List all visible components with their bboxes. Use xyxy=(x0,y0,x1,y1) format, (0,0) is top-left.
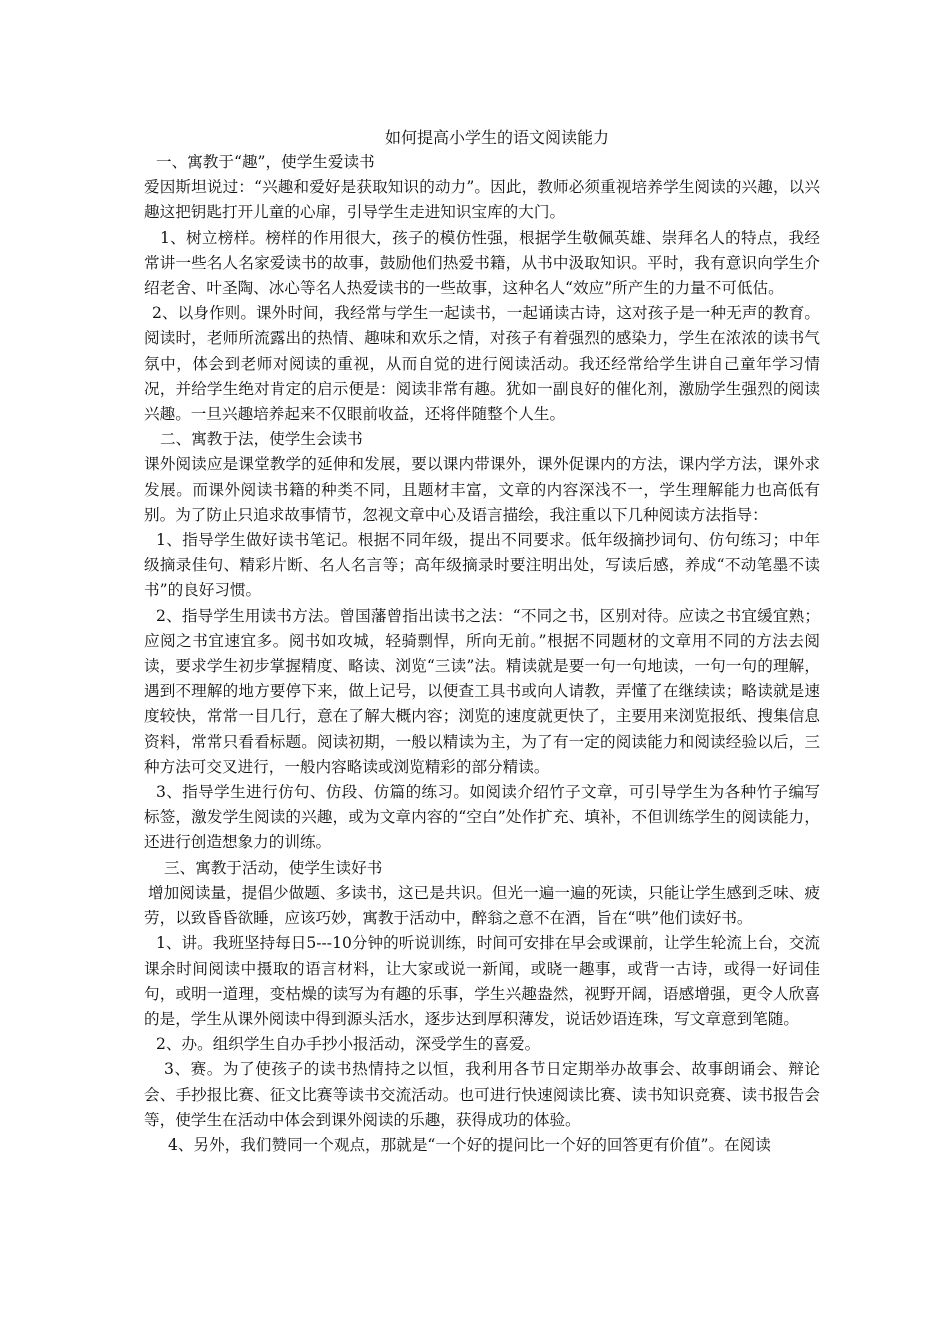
paragraph: 4、另外，我们赞同一个观点，那就是“一个好的提问比一个好的回答更有价值”。在阅读 xyxy=(168,1135,771,1154)
paragraph: 2、办。组织学生自办手抄小报活动，深受学生的喜爱。 xyxy=(156,1035,541,1054)
document-page xyxy=(144,126,820,1158)
paragraph: 1、树立榜样。榜样的作用很大，孩子的模仿性强，根据学生敬佩英雄、崇拜名人的特点，我经常讲一些名人名家爱读书的故事，鼓励他们热爱书籍，从书中汲取知识。平时，我有意识向学生介绍老舍、叶圣陶、冰心等名人热爱读书的一些故事，这种名人“效应”所产生的力量不可低估。 xyxy=(144,228,820,298)
paragraph: 3、指导学生进行仿句、仿段、仿篇的练习。如阅读介绍竹子文章，可引导学生为各种竹子编写标签，激发学生阅读的兴趣，或为文章内容的“空白”处作扩充、填补，不但训练学生的阅读能力，还进行创造想象力的训练。 xyxy=(144,783,820,852)
paragraph: 增加阅读量，提倡少做题、多读书，这已是共识。但光一遍一遍的死读，只能让学生感到乏味、疲劳，以致昏昏欲睡，应该巧妙，寓教于活动中，醉翁之意不在酒，旨在“哄”他们读好书。 xyxy=(144,883,820,928)
paragraph: 2、以身作则。课外时间，我经常与学生一起读书，一起诵读古诗，这对孩子是一种无声的教育。阅读时，老师所流露出的热情、趣味和欢乐之情，对孩子有着强烈的感染力，学生在浓浓的读书气氛中，体会到老师对阅读的重视，从而自觉的进行阅读活动。我还经常给学生讲自己童年学习情况，并给学生绝对肯定的启示便是：阅读非常有趣。犹如一副良好的催化剂，激励学生强烈的阅读兴趣。一旦兴趣培养起来不仅眼前收益，还将伴随整个人生。 xyxy=(144,304,820,424)
section-heading-1: 一、寓教于“趣”，使学生爱读书 xyxy=(156,153,375,171)
paragraph: 爱因斯坦说过：“兴趣和爱好是获取知识的动力”。因此，教师必须重视培养学生阅读的兴趣，以兴趣这把钥匙打开儿童的心扉，引导学生走进知识宝库的大门。 xyxy=(144,178,820,222)
section-heading-3: 三、寓教于活动，使学生读好书 xyxy=(164,858,383,877)
paragraph: 课外阅读应是课堂教学的延伸和发展，要以课内带课外，课外促课内的方法，课内学方法，课外求发展。而课外阅读书籍的种类不同，且题材丰富，文章的内容深浅不一，学生理解能力也高低有别。为了防止只追求故事情节，忽视文章中心及语言描绘，我注重以下几种阅读方法指导： xyxy=(144,455,820,524)
paragraph: 3、赛。为了使孩子的读书热情持之以恒，我利用各节日定期举办故事会、故事朗诵会、辩论会、手抄报比赛、征文比赛等读书交流活动。也可进行快速阅读比赛、读书知识竞赛、读书报告会等，使学生在活动中体会到课外阅读的乐趣，获得成功的体验。 xyxy=(144,1060,820,1129)
paragraph: 1、讲。我班坚持每日5---10分钟的听说训练，时间可安排在早会或课前，让学生轮流上台，交流课余时间阅读中摄取的语言材料，让大家或说一新闻，或晓一趣事，或背一古诗，或得一好词佳句，或明一道理，变枯燥的读写为有趣的乐事，学生兴趣盎然，视野开阔，语感增强，更令人欣喜的是，学生从课外阅读中得到源头活水，逐步达到厚积薄发，说话妙语连珠，写文章意到笔随。 xyxy=(144,934,820,1028)
paragraph: 2、指导学生用读书方法。曾国藩曾指出读书之法：“不同之书，区别对待。应读之书宜缓宜熟；应阅之书宜速宜多。阅书如攻城，轻骑剽悍，所向无前。”根据不同题材的文章用不同的方法去阅读，要求学生初步掌握精度、略读、浏览“三读”法。精读就是要一句一句地读，一句一句的理解，遇到不理解的地方要停下来，做上记号，以便查工具书或向人请教，弄懂了在继续读；略读就是速度较快，常常一目几行，意在了解大概内容；浏览的速度就更快了，主要用来浏览报纸、搜集信息资料，常常只看看标题。阅读初期，一般以精读为主，为了有一定的阅读能力和阅读经验以后，三种方法可交叉进行，一般内容略读或浏览精彩的部分精读。 xyxy=(144,606,820,776)
section-heading-2: 二、寓教于法，使学生会读书 xyxy=(160,430,363,449)
paragraph: 1、指导学生做好读书笔记。根据不同年级，提出不同要求。低年级摘抄词句、仿句练习；中年级摘录佳句、精彩片断、名人名言等；高年级摘录时要注明出处，写读后感，养成“不动笔墨不读书”的良好习惯。 xyxy=(144,531,820,600)
document-title: 如何提高小学生的语文阅读能力 xyxy=(384,128,609,147)
